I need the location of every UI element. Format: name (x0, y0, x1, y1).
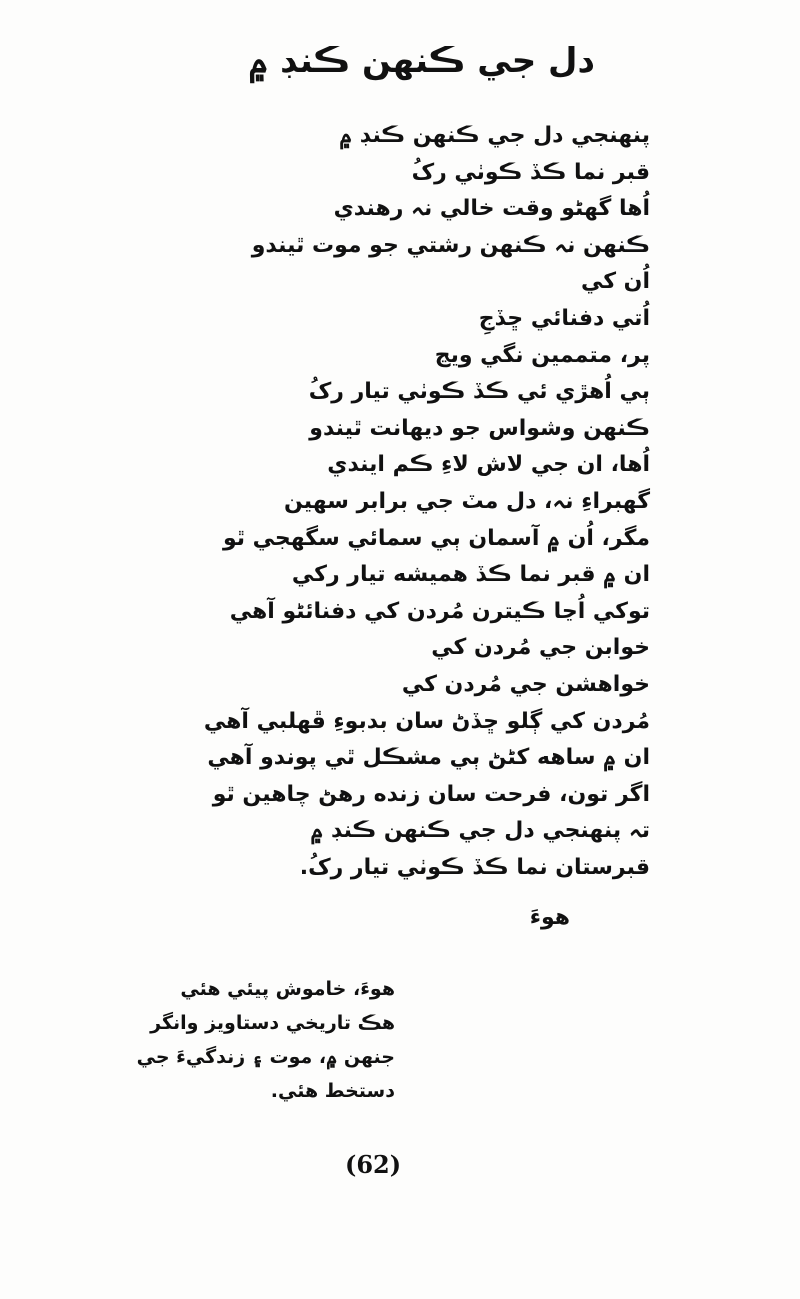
poem-line: خواهشن جي مُردن کي (401, 671, 650, 697)
poem-line: اگر تون، فرحت سان زنده رهڻ چاهين ٿو (212, 781, 650, 807)
poem-line: جنهن ۾، موت ۽ زندگيءَ جي (136, 1046, 395, 1068)
poem-line: اُتي دفنائي ڇڏجِ (478, 305, 650, 331)
poem-line: دستخط هئي. (270, 1080, 395, 1102)
poem-line: اُها، ان جي لاش لاءِ ڪم ايندي (327, 452, 650, 478)
poem-line: مُردن کي ڳلو ڇڏڻ سان بدبوءِ ڦهلبي آهي (203, 708, 650, 734)
second-poem-title: هوءَ (529, 905, 570, 930)
poem-line: توکي اُڃا ڪيترن مُردن کي دفنائڻو آهي (229, 598, 650, 624)
poem-line: ڪنهن نہ ڪنهن رشتي جو موت ٿيندو (251, 232, 650, 258)
poem-line: پر، متممين نگي ويڃ (434, 342, 650, 368)
poem-line: خوابن جي مُردن کي (431, 635, 650, 661)
poem-line: ان ۾ قبر نما ڪڏ هميشه تيار رکي (291, 562, 650, 588)
poem-line: پنهنجي دل جي ڪنهن ڪنڊ ۾ (339, 123, 650, 148)
poem-line: اُها گهڻو وقت خالي نہ رهندي (333, 196, 650, 222)
poem-line: هڪ تاريخي دستاويز وانگر (150, 1012, 395, 1034)
poem-line: ٻي اُهڙي ئي ڪڏ ڪوٺي تيار رکُ (308, 379, 650, 405)
poem-title: دل جي ڪنهن ڪنڊ ۾ (248, 41, 595, 81)
poem-line: قبرستان نما ڪڏ ڪوٺي تيار رکُ. (299, 854, 650, 880)
poem-line: اُن کي (580, 269, 650, 295)
page-number: (62) (345, 1150, 402, 1179)
poem-line: ڪنهن وشواس جو ديهانت ٿيندو (309, 415, 650, 441)
poem-line: تہ پنهنجي دل جي ڪنهن ڪنڊ ۾ (310, 818, 650, 844)
poem-line: گهبراءِ نہ، دل مٽ جي برابر سهين (283, 488, 650, 514)
poem-line: قبر نما ڪڏ ڪوٺي رکُ (411, 159, 650, 185)
poem-body (203, 118, 650, 886)
poem-line: ان ۾ ساهه کڻڻ ٻي مشڪل ٿي پوندو آهي (207, 745, 650, 771)
second-poem-body (135, 972, 395, 1108)
poem-line: مگر، اُن ۾ آسمان ٻي سمائي سگهجي ٿو (222, 525, 650, 551)
poem-line: هوءَ، خاموش پيئي هئي (180, 978, 395, 1000)
